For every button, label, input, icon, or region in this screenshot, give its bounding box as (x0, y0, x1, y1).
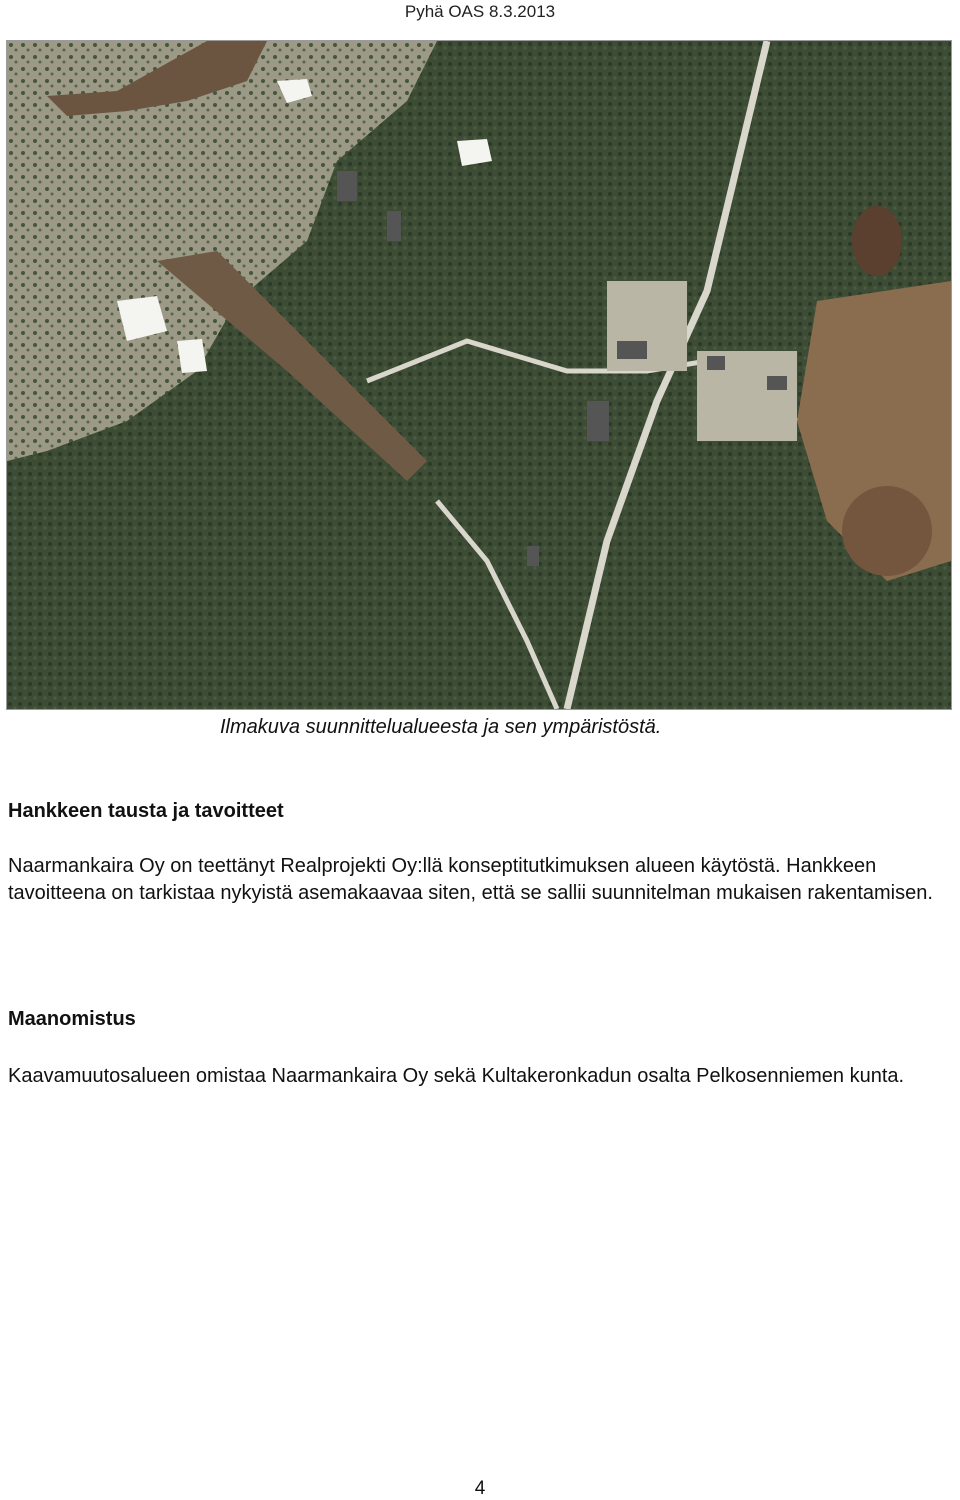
aerial-photo-icon (7, 41, 951, 709)
page-header: Pyhä OAS 8.3.2013 (404, 2, 556, 21)
section-paragraph-land-ownership: Kaavamuutosalueen omistaa Naarmankaira Oy sekä Kultakeronkadun osalta Pelkosenniemen kunta. (8, 1065, 905, 1087)
section-heading-land-ownership: Maanomistus (8, 1008, 136, 1030)
section-paragraph-background: Naarmankaira Oy on teettänyt Realprojekti Oy:llä konseptitutkimuksen alueen käytöstä. Hankkeen tavoitteena on tarkistaa nykyistä asemakaavaa siten, että se sallii suunnitelman mukaisen rakentamisen. (8, 855, 933, 904)
page-number: 4 (474, 1478, 486, 1499)
aerial-photo (6, 40, 952, 710)
section-heading-background: Hankkeen tausta ja tavoitteet (8, 800, 284, 822)
figure-caption: Ilmakuva suunnittelualueesta ja sen ympäristöstä. (220, 716, 662, 738)
